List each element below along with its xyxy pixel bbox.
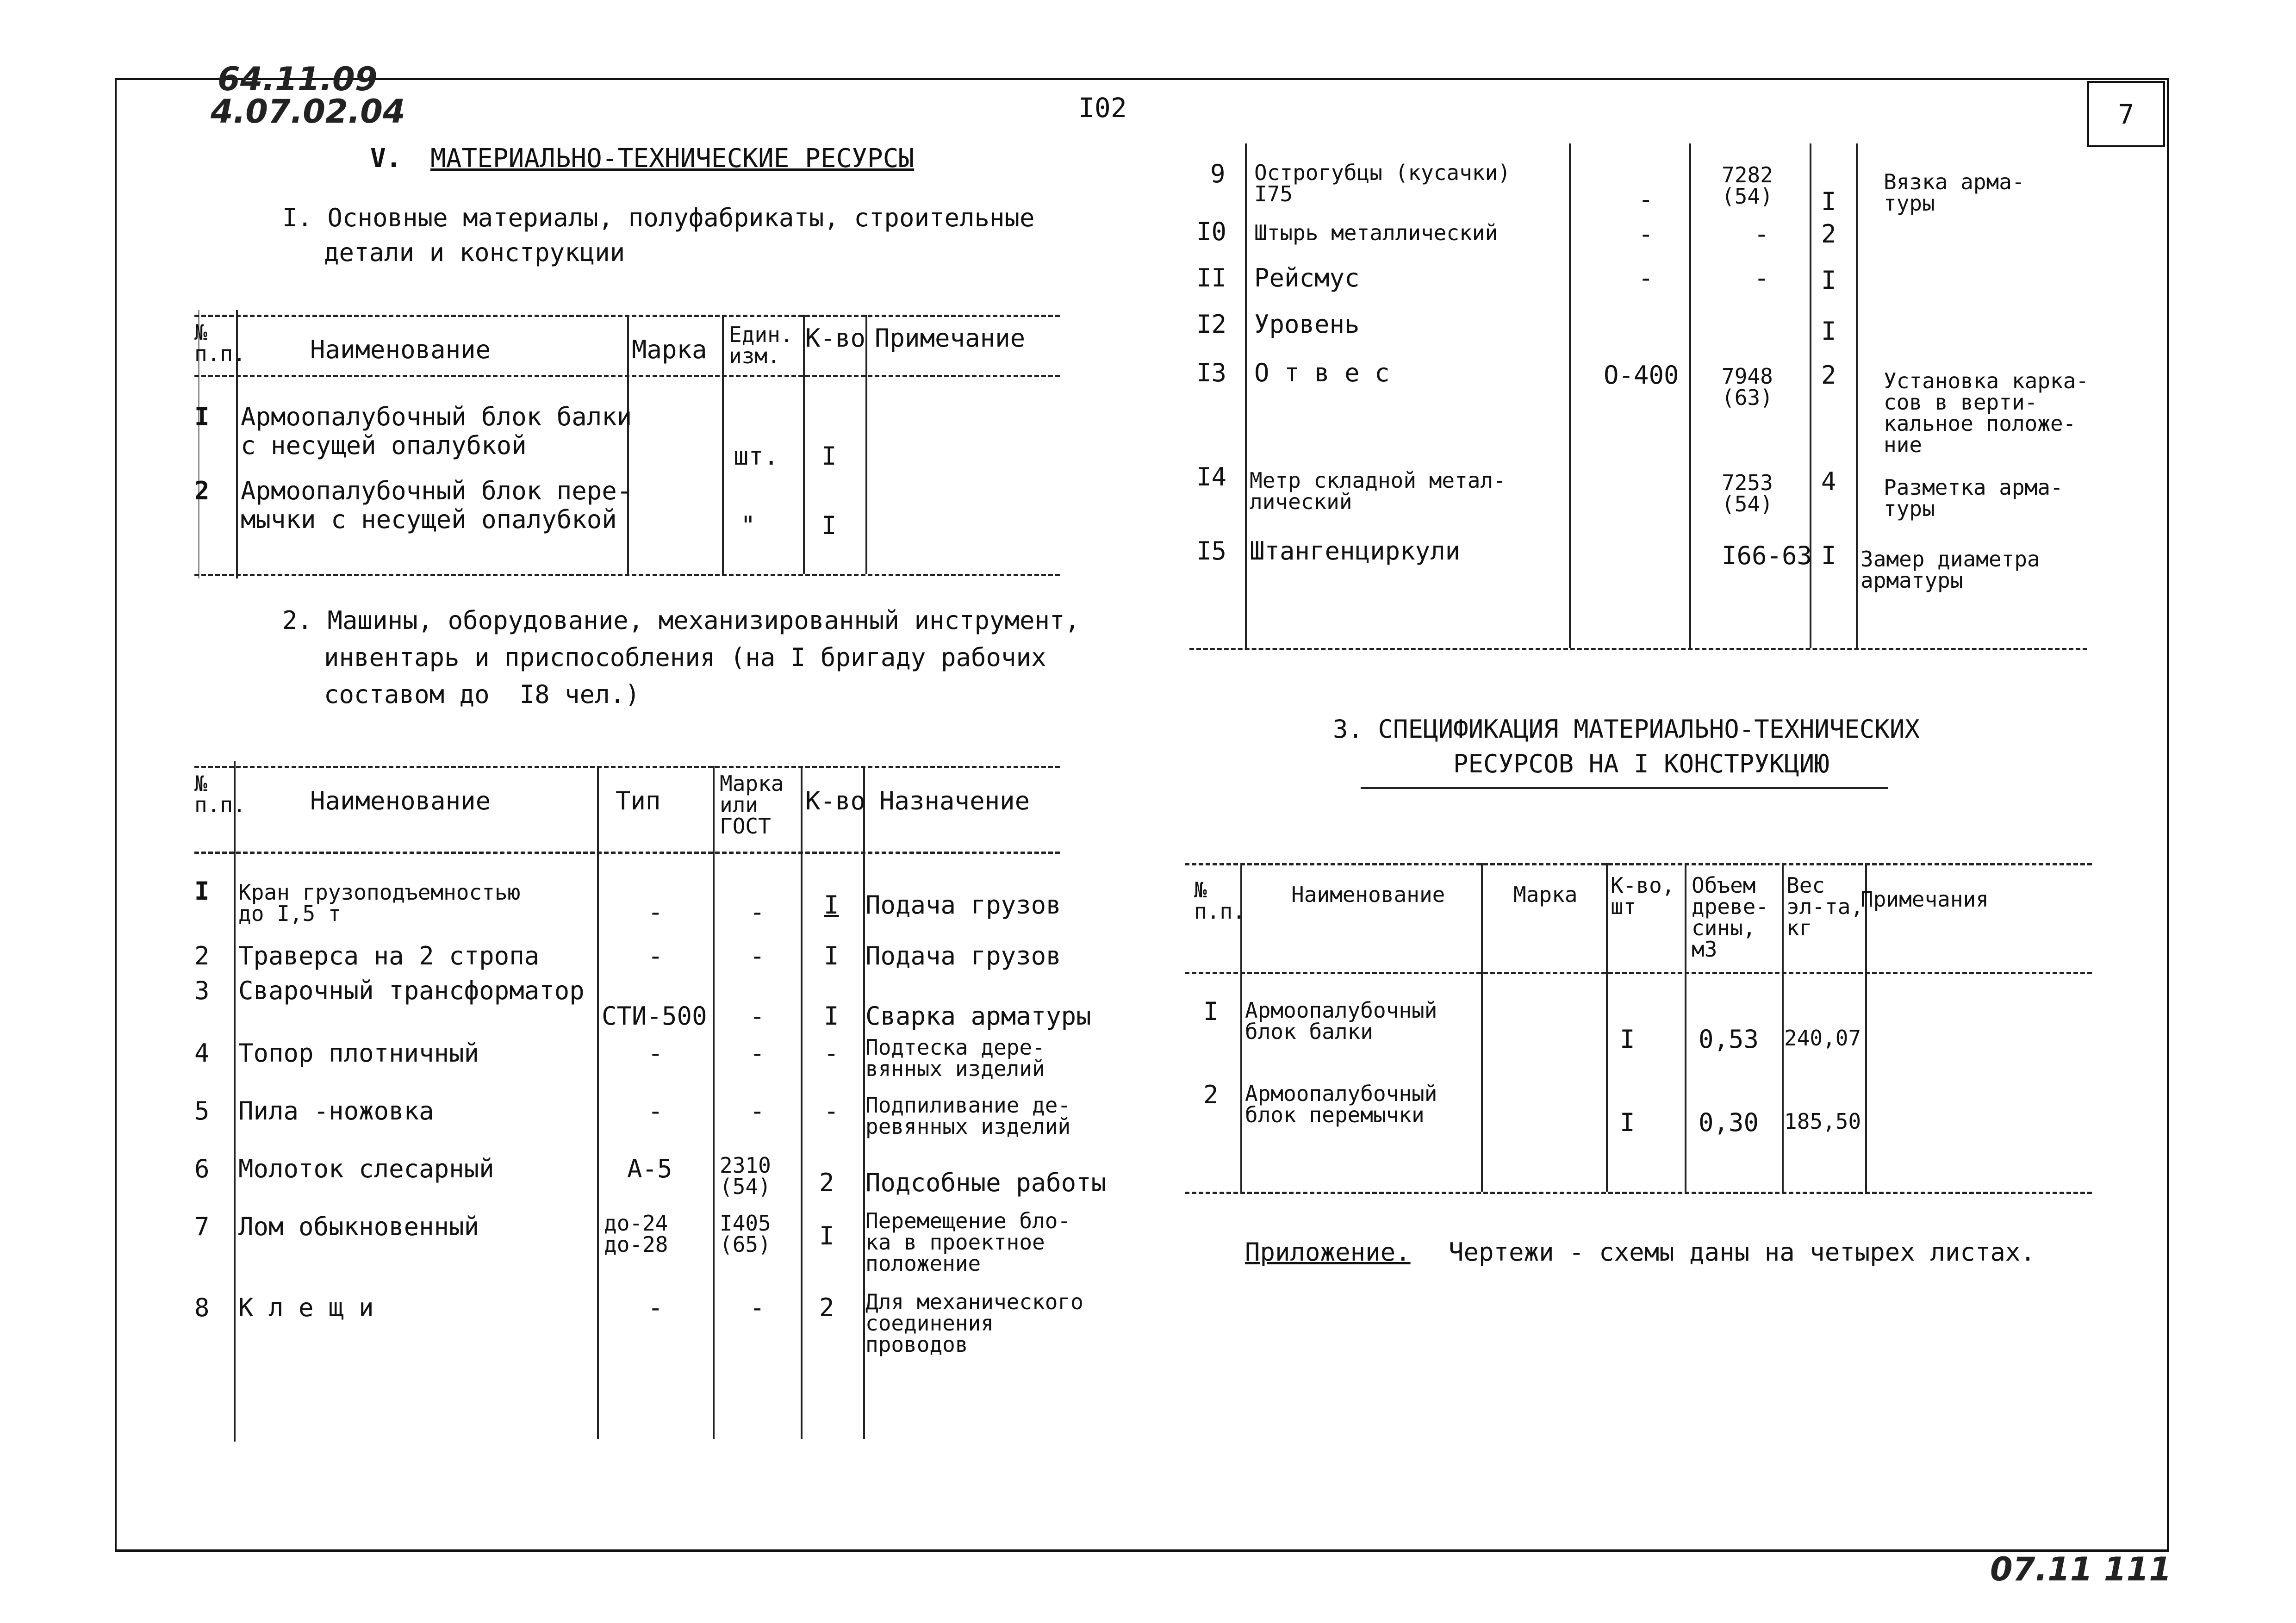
sheet-number: 7 (2118, 98, 2134, 130)
t1-row2-name: Армоопалубочный блок пере- мычки с несущей опалубкой (241, 476, 632, 535)
t2c-row14-name: Метр складной метал- лический (1250, 468, 1506, 514)
t2-row1-qty: I (824, 890, 839, 920)
t2-row1-purpose: Подача грузов (865, 890, 1061, 920)
t2-row8-num: 8 (194, 1293, 210, 1322)
sub1-title-line2: детали и конструкции (324, 238, 625, 267)
t2c-row13-qty: 2 (1821, 361, 1836, 390)
t2c-row15-num: I5 (1196, 536, 1227, 566)
t2c-row14-qty: 4 (1821, 467, 1836, 496)
t3-row2-volume: 0,30 (1699, 1108, 1759, 1137)
t2-header-purpose: Назначение (879, 786, 1030, 815)
t2-row4-qty: - (824, 1038, 839, 1068)
t2-row5-name: Пила -ножовка (238, 1096, 434, 1126)
t2c-row9-num: 9 (1210, 159, 1226, 188)
t2-row2-type: - (648, 941, 663, 970)
t2-row4-name: Топор плотничный (238, 1038, 479, 1068)
t2-row4-purpose: Подтеска дере- вянных изделий (865, 1035, 1045, 1081)
t2-row6-qty: 2 (819, 1168, 834, 1197)
sub2-title-line2: инвентарь и приспособления (на I бригаду рабочих (324, 643, 1046, 672)
appendix-text: Чертежи - схемы даны на четырех листах. (1449, 1237, 2035, 1267)
t2c-row13-purpose: Установка карка- сов в верти- кальное положе- ние (1884, 368, 2089, 457)
t1-header-note: Примечание (875, 323, 1026, 353)
sub3-title-line2: РЕСУРСОВ НА I КОНСТРУКЦИЮ (1453, 749, 1829, 778)
t3-header-note: Примечания (1860, 887, 1989, 912)
t2-row5-gost: - (750, 1096, 765, 1126)
t3-header-weight: Вес эл-та, кг (1786, 873, 1864, 940)
t2c-row10-name: Штырь металлический (1254, 220, 1498, 245)
t2c-row12-qty: I (1821, 317, 1836, 346)
t2c-row15-qty: I (1821, 541, 1836, 570)
t3-row2-num: 2 (1203, 1080, 1219, 1109)
t2-row7-purpose: Перемещение бло- ка в проектное положение (865, 1208, 1071, 1276)
t2c-row13-type: О-400 (1604, 361, 1679, 390)
t3-header-qty: К-во, шт (1611, 873, 1675, 919)
t3-row1-weight: 240,07 (1784, 1026, 1861, 1051)
t2-row3-num: 3 (194, 976, 210, 1005)
t2-row6-purpose: Подсобные работы (865, 1168, 1107, 1197)
t1-row2-num: 2 (194, 476, 210, 505)
t3-header-num: № п.п. (1194, 877, 1245, 924)
t2c-row11-type: - (1638, 263, 1654, 292)
t2c-row13-gost: 7948 (63) (1722, 364, 1773, 410)
t2c-row9-gost: 7282 (54) (1722, 162, 1773, 209)
t2-row5-num: 5 (194, 1096, 210, 1126)
t2c-row15-name: Штангенциркули (1250, 536, 1461, 566)
t2-row4-num: 4 (194, 1038, 210, 1068)
t1-row1-unit: шт. (734, 442, 779, 471)
t2c-row11-num: II (1196, 263, 1227, 292)
t2-row7-qty: I (819, 1221, 834, 1250)
t2-row2-num: 2 (194, 941, 210, 970)
t2-row1-name: Кран грузоподъемностью до I,5 т (238, 880, 521, 926)
t1-row2-unit: " (740, 511, 756, 540)
t3-row2-qty: I (1620, 1108, 1635, 1137)
appendix-label: Приложение. (1245, 1237, 1411, 1267)
t2c-row14-num: I4 (1196, 462, 1227, 491)
t2c-row13-num: I3 (1196, 358, 1227, 387)
t2-row4-type: - (648, 1038, 663, 1068)
t2-row7-gost: I405 (65) (720, 1211, 771, 1257)
t3-row1-volume: 0,53 (1699, 1025, 1759, 1054)
t2-row8-type: - (648, 1293, 663, 1322)
t2-row6-name: Молоток слесарный (238, 1154, 494, 1183)
sub1-title-line1: I. Основные материалы, полуфабрикаты, строительные (282, 203, 1035, 232)
t2c-row11-qty: I (1821, 266, 1836, 295)
t2c-row10-type: - (1638, 219, 1654, 249)
t2-row3-qty: I (824, 1001, 839, 1031)
t2-header-qty: К-во (805, 786, 866, 815)
sub2-title-line1: 2. Машины, оборудование, механизированный инструмент, (282, 606, 1080, 635)
t2-row3-type: СТИ-500 (602, 1001, 707, 1031)
t2-header-name: Наименование (310, 786, 491, 815)
t1-row1-name: Армоопалубочный блок балки с несущей опалубкой (241, 402, 632, 460)
t2-row2-gost: - (750, 941, 765, 970)
t2-row3-purpose: Сварка арматуры (865, 1001, 1091, 1031)
t3-row2-name: Армоопалубочный блок перемычки (1245, 1081, 1437, 1127)
t3-row2-weight: 185,50 (1784, 1109, 1861, 1134)
t1-header-qty: К-во (805, 323, 866, 353)
t2c-row14-purpose: Разметка арма- туры (1884, 475, 2063, 521)
t2-row4-gost: - (750, 1038, 765, 1068)
t1-row2-qty: I (821, 511, 837, 540)
corner-code-1: 64.11.09 (218, 60, 378, 98)
t3-row1-qty: I (1620, 1025, 1635, 1054)
t2-row2-purpose: Подача грузов (865, 941, 1061, 970)
t2c-row10-qty: 2 (1821, 219, 1836, 249)
t2-row7-num: 7 (194, 1212, 210, 1241)
t2-header-num: № п.п. (194, 771, 246, 817)
t2-row3-gost: - (750, 1001, 765, 1031)
t3-row1-name: Армоопалубочный блок балки (1245, 998, 1437, 1044)
t3-header-name: Наименование (1291, 882, 1445, 907)
t2-row5-purpose: Подпиливание де- ревянных изделий (865, 1093, 1071, 1139)
section-title: МАТЕРИАЛЬНО-ТЕХНИЧЕСКИЕ РЕСУРСЫ (430, 143, 915, 174)
t1-header-num: № п.п. (194, 320, 246, 366)
t2-row8-gost: - (750, 1293, 765, 1322)
t2c-row12-num: I2 (1196, 310, 1227, 339)
t2c-row12-name: Уровень (1254, 310, 1360, 339)
section-number: V. (370, 143, 402, 174)
t2c-row10-num: I0 (1196, 217, 1227, 246)
t2c-row9-qty: I (1821, 187, 1836, 216)
sub3-underline (1361, 787, 1888, 789)
t2c-row9-type: - (1638, 185, 1654, 214)
t1-header-unit: Един. изм. (729, 322, 793, 368)
t2-row7-name: Лом обыкновенный (238, 1212, 479, 1241)
t2-row1-gost: - (750, 897, 765, 927)
t2c-row15-purpose: Замер диаметра арматуры (1860, 547, 2040, 593)
t2c-row10-gost: - (1754, 219, 1769, 249)
t2-row1-num: I (194, 877, 210, 906)
t2c-row11-gost: - (1754, 263, 1769, 292)
t2-header-gost: Марка или ГОСТ (720, 771, 784, 839)
t2-row1-type: - (648, 897, 663, 927)
t2-header-type: Тип (616, 786, 661, 815)
t1-header-name: Наименование (310, 335, 491, 364)
t2-row6-num: 6 (194, 1154, 210, 1183)
t2-row6-gost: 2310 (54) (720, 1153, 771, 1199)
t2-row8-qty: 2 (819, 1293, 834, 1322)
t2c-row14-gost: 7253 (54) (1722, 470, 1773, 516)
t2c-row9-purpose: Вязка арма- туры (1884, 169, 2025, 216)
t1-row1-qty: I (821, 442, 837, 471)
t1-header-mark: Марка (632, 335, 707, 364)
t2-row8-purpose: Для механического соединения проводов (865, 1289, 1083, 1357)
t3-row1-num: I (1203, 997, 1219, 1026)
t2-row5-qty: - (824, 1096, 839, 1126)
t2c-row15-gost: I66-63 (1722, 541, 1812, 570)
sub2-title-line3: составом до I8 чел.) (324, 680, 640, 709)
t2-row7-type: до-24 до-28 (604, 1211, 668, 1257)
t3-header-volume: Объем древе- сины, м3 (1692, 873, 1769, 962)
t3-header-mark: Марка (1513, 882, 1578, 907)
t2-row8-name: К л е щ и (238, 1293, 374, 1322)
sheet-number-box (2087, 81, 2165, 147)
t2c-row11-name: Рейсмус (1254, 263, 1360, 292)
t2c-row13-name: О т в е с (1254, 358, 1390, 387)
sub3-title-line1: 3. СПЕЦИФИКАЦИЯ МАТЕРИАЛЬНО-ТЕХНИЧЕСКИХ (1333, 715, 1920, 744)
t2-row3-name: Сварочный трансформатор (238, 976, 585, 1005)
t2-row2-name: Траверса на 2 стропа (238, 941, 540, 970)
t2-row6-type: А-5 (627, 1154, 672, 1183)
corner-code-2: 4.07.02.04 (211, 93, 405, 131)
t1-row1-num: I (194, 402, 210, 431)
footer-code: 07.11 111 (1990, 1550, 2172, 1588)
t2-row2-qty: I (824, 941, 839, 970)
t2-row5-type: - (648, 1096, 663, 1126)
page-number: I02 (1078, 92, 1127, 124)
t2c-row9-name: Острогубцы (кусачки) I75 (1254, 160, 1511, 206)
